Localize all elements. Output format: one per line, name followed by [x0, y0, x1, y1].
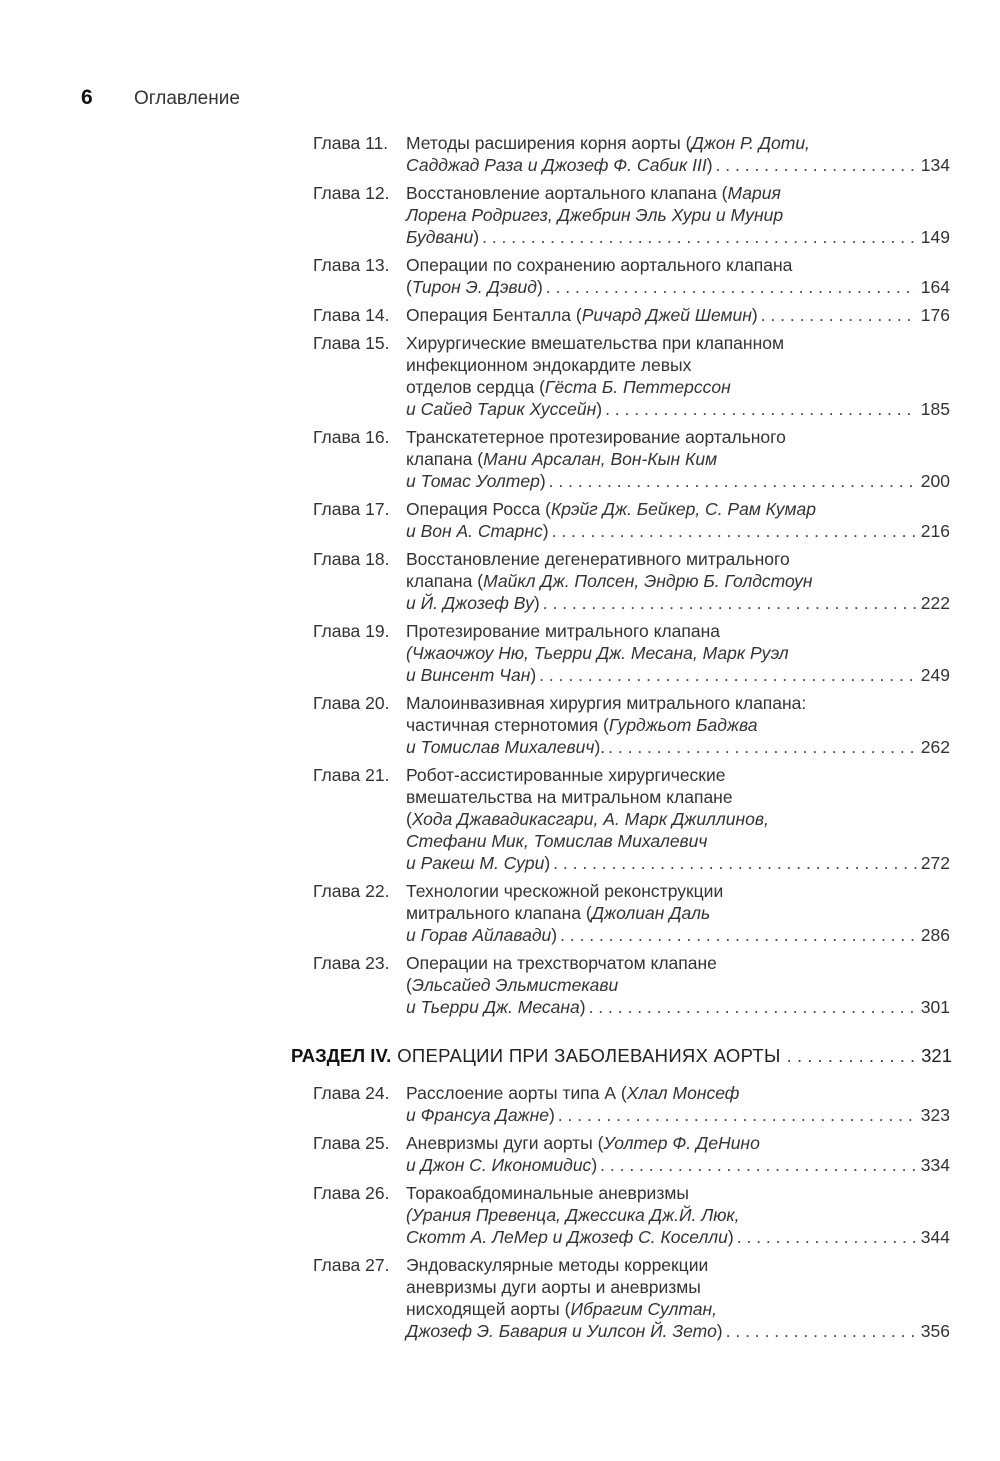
title-text: аневризмы дуги аорты и аневризмы	[406, 1277, 701, 1297]
title-line-text	[406, 570, 813, 592]
page-ref: 216	[920, 521, 950, 541]
running-title: Оглавление	[133, 88, 240, 109]
title-text: )	[716, 1321, 723, 1341]
title-line	[406, 880, 950, 902]
page-number: 6	[81, 86, 93, 109]
toc-entry[interactable]	[0, 426, 1000, 492]
author-names: Майкл Дж. Полсен, Эндрю Б. Голдстоун	[483, 571, 813, 591]
title-line	[406, 1276, 950, 1298]
chapter-label: Глава 25.	[313, 1133, 390, 1153]
title-text: )	[530, 665, 537, 685]
author-names: и Томислав Михалевич	[406, 737, 595, 757]
title-line	[406, 470, 950, 492]
chapter-title	[406, 692, 950, 758]
chapter-title	[406, 304, 950, 326]
title-line	[406, 154, 950, 176]
title-line	[406, 664, 950, 686]
chapter-title	[406, 1132, 950, 1176]
author-names: Крэйг Дж. Бейкер, С. Рам Кумар	[550, 499, 817, 519]
title-line-text	[406, 1276, 701, 1298]
chapter-title	[406, 1082, 950, 1126]
dot-leader	[726, 1320, 917, 1342]
author-names: и Джон С. Икономидис	[406, 1155, 592, 1175]
title-text: Операция Бенталла (	[406, 305, 582, 325]
toc-entry[interactable]	[0, 952, 1000, 1018]
author-names: Стефани Мик, Томислав Михалевич	[406, 831, 708, 851]
chapter-label: Глава 12.	[313, 183, 390, 203]
dot-leader	[552, 520, 917, 542]
title-line-text	[406, 808, 769, 830]
toc-entry[interactable]	[0, 620, 1000, 686]
dot-leader	[589, 996, 917, 1018]
page-ref: 222	[920, 593, 950, 613]
page-ref: 272	[920, 853, 950, 873]
title-line	[406, 1182, 950, 1204]
title-line	[406, 952, 950, 974]
dot-leader	[539, 664, 917, 686]
title-line-text	[406, 254, 792, 276]
title-line-text	[406, 592, 540, 614]
title-line	[406, 924, 950, 946]
title-line	[406, 226, 950, 248]
title-line	[406, 1298, 950, 1320]
title-line-text	[406, 398, 602, 420]
title-text: Операции по сохранению аортального клапана	[406, 255, 793, 275]
section-page-number: 321	[921, 1045, 952, 1066]
author-names: (Урания Превенца, Джессика Дж.Й. Люк,	[406, 1205, 740, 1225]
chapter-label: Глава 16.	[313, 427, 390, 447]
page-ref: 356	[920, 1321, 950, 1341]
title-line	[406, 426, 950, 448]
author-names: и Вон А. Старнс	[406, 521, 543, 541]
running-header	[81, 86, 240, 110]
title-line	[406, 714, 950, 736]
author-names: Ибрагим Султан,	[570, 1299, 717, 1319]
toc-entry[interactable]	[0, 764, 1000, 874]
title-line	[406, 570, 950, 592]
title-text: Расслоение аорты типа А (	[406, 1083, 627, 1103]
title-line	[406, 332, 950, 354]
toc-entry[interactable]	[0, 692, 1000, 758]
dot-leader	[549, 470, 917, 492]
title-line	[406, 996, 950, 1018]
title-line	[406, 808, 950, 830]
title-line-text	[406, 332, 784, 354]
toc-entry[interactable]	[0, 1182, 1000, 1248]
title-text: (	[406, 809, 412, 829]
title-line	[406, 592, 950, 614]
title-line-text	[406, 1154, 597, 1176]
title-line-text	[406, 132, 810, 154]
title-line-text	[406, 924, 557, 946]
title-line-text	[406, 426, 786, 448]
section-heading[interactable]	[291, 1044, 952, 1068]
title-line-text	[406, 736, 605, 758]
title-text: Операции на трехстворчатом клапане	[406, 953, 717, 973]
dot-leader	[608, 736, 917, 758]
title-line	[406, 1254, 950, 1276]
author-names: (Чжаочжоу Ню, Тьерри Дж. Месана, Марк Руэл	[406, 643, 789, 663]
toc-entry[interactable]	[0, 132, 1000, 176]
title-line-text	[406, 498, 816, 520]
title-line-text	[406, 620, 720, 642]
title-line	[406, 276, 950, 298]
title-line	[406, 376, 950, 398]
title-line-text	[406, 1082, 739, 1104]
author-names: Мария	[727, 183, 781, 203]
toc-entry[interactable]	[0, 254, 1000, 298]
title-line	[406, 620, 950, 642]
dot-leader	[605, 398, 917, 420]
title-line	[406, 1104, 950, 1126]
title-line-text	[406, 448, 717, 470]
title-text: )	[751, 305, 758, 325]
title-line-text	[406, 182, 781, 204]
title-text: )	[542, 521, 549, 541]
title-line-text	[406, 902, 710, 924]
title-text: Хирургические вмешательства при клапанном	[406, 333, 785, 353]
author-names: Джон Р. Доти,	[691, 133, 810, 153]
toc-entry[interactable]	[0, 1082, 1000, 1126]
chapter-title	[406, 498, 950, 542]
author-names: и Сайед Тарик Хуссейн	[406, 399, 597, 419]
title-text: частичная стернотомия (	[406, 715, 609, 735]
section-label: РАЗДЕЛ IV.	[291, 1045, 392, 1066]
page-ref: 185	[920, 399, 950, 419]
title-line-text	[406, 974, 618, 996]
title-line	[406, 1082, 950, 1104]
title-line	[406, 498, 950, 520]
chapter-title	[406, 764, 950, 874]
chapter-label: Глава 18.	[313, 549, 390, 569]
title-line-text	[406, 1320, 723, 1342]
title-text: Технологии чрескожной реконструкции	[406, 881, 724, 901]
title-text: клапана (	[406, 449, 484, 469]
dot-leader	[737, 1226, 917, 1248]
chapter-title	[406, 548, 950, 614]
author-names: Ричард Джей Шемин	[581, 305, 752, 325]
author-names: Эльсайед Эльмистекави	[411, 975, 619, 995]
author-names: и Томас Уолтер	[406, 471, 540, 491]
chapter-title	[406, 1254, 950, 1342]
author-names: Будвани	[406, 227, 474, 247]
title-text: Восстановление аортального клапана (	[406, 183, 728, 203]
title-line-text	[406, 952, 717, 974]
title-text: отделов сердца (	[406, 377, 545, 397]
page-ref: 164	[920, 277, 950, 297]
chapter-title	[406, 1182, 950, 1248]
chapter-group-b	[0, 1082, 1000, 1342]
title-text: инфекционном эндокардите левых	[406, 355, 692, 375]
title-line	[406, 548, 950, 570]
title-text: )	[551, 925, 558, 945]
title-line-text	[406, 1298, 717, 1320]
author-names: и Франсуа Дажне	[406, 1105, 549, 1125]
title-line-text	[406, 470, 546, 492]
author-names: Ходa Джавадикасгари, А. Марк Джиллинов,	[411, 809, 769, 829]
page-ref: 176	[920, 305, 950, 325]
toc-entry[interactable]	[0, 1254, 1000, 1342]
table-of-contents	[0, 132, 1000, 1348]
chapter-label: Глава 23.	[313, 953, 390, 973]
page-ref: 323	[920, 1105, 950, 1125]
author-names: Гурджьот Баджва	[608, 715, 758, 735]
author-names: и Ракеш М. Сури	[406, 853, 545, 873]
page-ref: 286	[920, 925, 950, 945]
author-names: Садджад Раза и Джозеф Ф. Сабик III	[406, 155, 707, 175]
page-ref: 334	[920, 1155, 950, 1175]
page-ref: 134	[920, 155, 950, 175]
title-text: )	[579, 997, 586, 1017]
page-ref: 149	[920, 227, 950, 247]
title-line-text	[406, 1226, 734, 1248]
title-line	[406, 182, 950, 204]
title-line-text	[406, 1254, 708, 1276]
title-text: нисходящей аорты (	[406, 1299, 571, 1319]
title-line-text	[406, 714, 757, 736]
title-text: )	[544, 853, 551, 873]
page-ref: 262	[920, 737, 950, 757]
page-ref: 301	[920, 997, 950, 1017]
title-text: ).	[594, 737, 606, 757]
toc-entry[interactable]	[0, 332, 1000, 420]
toc-entry[interactable]	[0, 182, 1000, 248]
title-text: Малоинвазивная хирургия митрального клапана:	[406, 693, 807, 713]
chapter-group-a	[0, 132, 1000, 1018]
title-text: Эндоваскулярные методы коррекции	[406, 1255, 709, 1275]
title-line-text	[406, 154, 713, 176]
title-line	[406, 902, 950, 924]
title-line	[406, 1204, 950, 1226]
title-text: Аневризмы дуги аорты (	[406, 1133, 604, 1153]
chapter-title	[406, 426, 950, 492]
chapter-label: Глава 27.	[313, 1255, 390, 1275]
title-line-text	[406, 830, 707, 852]
chapter-title	[406, 952, 950, 1018]
title-text: )	[727, 1227, 734, 1247]
chapter-title	[406, 332, 950, 420]
chapter-label: Глава 20.	[313, 693, 390, 713]
page-ref: 344	[920, 1227, 950, 1247]
dot-leader	[761, 304, 917, 326]
author-names: Джолиан Даль	[591, 903, 711, 923]
author-names: и Винсент Чан	[406, 665, 531, 685]
author-names: Гёста Б. Петтерссон	[544, 377, 731, 397]
title-line	[406, 786, 950, 808]
title-line-text	[406, 304, 758, 326]
title-line	[406, 1132, 950, 1154]
title-line	[406, 830, 950, 852]
chapter-label: Глава 21.	[313, 765, 390, 785]
title-text: клапана (	[406, 571, 484, 591]
title-text: )	[473, 227, 480, 247]
page-ref: 200	[920, 471, 950, 491]
title-text: )	[591, 1155, 598, 1175]
title-line-text	[406, 786, 733, 808]
chapter-label: Глава 17.	[313, 499, 390, 519]
chapter-title	[406, 182, 950, 248]
title-text: )	[706, 155, 713, 175]
toc-entry[interactable]	[0, 548, 1000, 614]
author-names: Мани Арсалан, Вон-Кын Ким	[483, 449, 718, 469]
title-line-text	[406, 204, 783, 226]
author-names: Лорена Родригез, Джебрин Эль Хури и Мунир	[406, 205, 784, 225]
title-line-text	[406, 642, 789, 664]
title-line	[406, 304, 950, 326]
section-title: ОПЕРАЦИИ ПРИ ЗАБОЛЕВАНИЯХ АОРТЫ	[397, 1045, 781, 1066]
author-names: Хлал Монсеф	[626, 1083, 740, 1103]
title-line-text	[406, 852, 550, 874]
title-line-text	[406, 226, 479, 248]
author-names: и Й. Джозеф Ву	[406, 593, 534, 613]
title-text: )	[536, 277, 543, 297]
chapter-title	[406, 620, 950, 686]
title-text: (	[406, 975, 412, 995]
title-text: Робот-ассистированные хирургические	[406, 765, 726, 785]
dot-leader	[558, 1104, 917, 1126]
chapter-title	[406, 254, 950, 298]
dot-leader	[543, 592, 917, 614]
title-line-text	[406, 764, 725, 786]
chapter-label: Глава 13.	[313, 255, 390, 275]
title-line	[406, 764, 950, 786]
title-text: )	[533, 593, 540, 613]
title-line	[406, 520, 950, 542]
author-names: и Горав Айлавади	[406, 925, 552, 945]
title-line-text	[406, 880, 723, 902]
title-text: Транскатетерное протезирование аортального	[406, 427, 786, 447]
title-line-text	[406, 520, 549, 542]
title-line	[406, 1226, 950, 1248]
chapter-title	[406, 880, 950, 946]
dot-leader	[482, 226, 917, 248]
title-line	[406, 448, 950, 470]
title-text: Операция Росса (	[406, 499, 551, 519]
chapter-label: Глава 15.	[313, 333, 390, 353]
title-line	[406, 398, 950, 420]
chapter-label: Глава 24.	[313, 1083, 390, 1103]
dot-leader	[787, 1044, 917, 1068]
toc-entry[interactable]	[0, 880, 1000, 946]
author-names: и Тьерри Дж. Месана	[406, 997, 580, 1017]
title-line-text	[406, 1132, 760, 1154]
dot-leader	[716, 154, 917, 176]
chapter-title	[406, 132, 950, 176]
title-line-text	[406, 692, 806, 714]
author-names: Уолтер Ф. ДеНино	[603, 1133, 760, 1153]
title-line-text	[406, 664, 536, 686]
title-text: )	[596, 399, 603, 419]
title-text: Торакоабдоминальные аневризмы	[406, 1183, 689, 1203]
title-line	[406, 132, 950, 154]
toc-entry[interactable]	[0, 498, 1000, 542]
author-names: Джозеф Э. Бавария и Уилсон Й. Зето	[406, 1321, 717, 1341]
title-line	[406, 1320, 950, 1342]
author-names: Тирон Э. Дэвид	[411, 277, 537, 297]
title-text: Методы расширения корня аорты (	[406, 133, 692, 153]
title-line-text	[406, 1182, 689, 1204]
title-line-text	[406, 996, 586, 1018]
title-text: )	[548, 1105, 555, 1125]
title-line	[406, 254, 950, 276]
toc-entry[interactable]	[0, 304, 1000, 326]
chapter-label: Глава 26.	[313, 1183, 390, 1203]
title-text: )	[539, 471, 546, 491]
title-line-text	[406, 376, 731, 398]
chapter-label: Глава 11.	[313, 133, 389, 153]
title-line-text	[406, 354, 691, 376]
chapter-label: Глава 14.	[313, 305, 390, 325]
title-line-text	[406, 1204, 740, 1226]
title-line-text	[406, 1104, 555, 1126]
title-line	[406, 736, 950, 758]
dot-leader	[553, 852, 917, 874]
dot-leader	[546, 276, 917, 298]
title-text: Протезирование митрального клапана	[406, 621, 720, 641]
chapter-label: Глава 19.	[313, 621, 390, 641]
chapter-label: Глава 22.	[313, 881, 390, 901]
title-text: митрального клапана (	[406, 903, 592, 923]
title-line	[406, 204, 950, 226]
title-line-text	[406, 548, 790, 570]
title-line	[406, 692, 950, 714]
title-text: Восстановление дегенеративного митрального	[406, 549, 790, 569]
title-line	[406, 642, 950, 664]
author-names: Скотт А. ЛеМер и Джозеф С. Коселли	[406, 1227, 728, 1247]
toc-entry[interactable]	[0, 1132, 1000, 1176]
title-line	[406, 852, 950, 874]
title-line	[406, 354, 950, 376]
title-line	[406, 974, 950, 996]
dot-leader	[600, 1154, 917, 1176]
dot-leader	[560, 924, 917, 946]
title-text: вмешательства на митральном клапане	[406, 787, 733, 807]
page-ref: 249	[920, 665, 950, 685]
title-line-text	[406, 276, 543, 298]
title-line	[406, 1154, 950, 1176]
title-text: (	[406, 277, 412, 297]
